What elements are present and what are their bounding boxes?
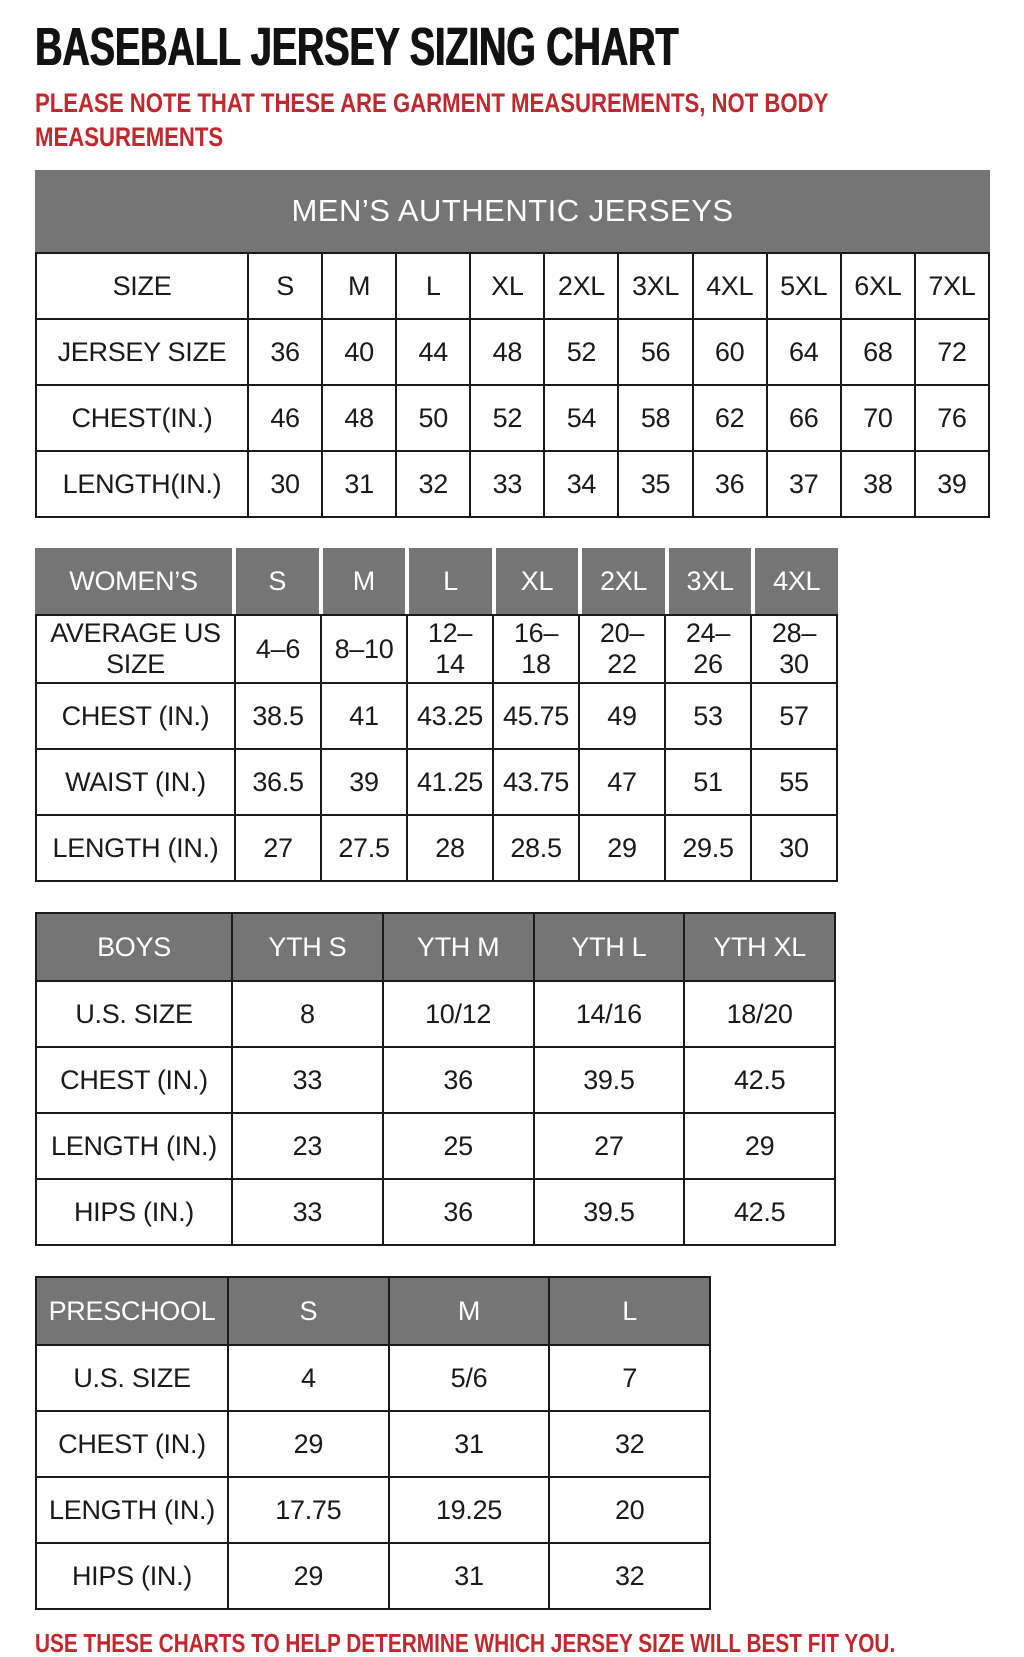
value-cell: 6XL: [840, 254, 914, 318]
header-size-cell: 4XL: [751, 548, 838, 614]
table-row: [37, 682, 836, 748]
value-cell: 28: [406, 816, 492, 880]
value-cell: 68: [840, 320, 914, 384]
preschool-table-header: [35, 1276, 711, 1344]
header-size-cell: 3XL: [665, 548, 752, 614]
row-label-cell: LENGTH (IN.): [52, 832, 219, 863]
value-cell: 5XL: [766, 254, 840, 318]
value-cell: 39: [914, 452, 988, 516]
table-row: [37, 254, 988, 318]
row-label-cell: LENGTH (IN.): [51, 1130, 217, 1161]
value-cell: 53: [664, 684, 750, 748]
value-cell: 12–14: [406, 616, 492, 682]
value-cell: 27: [234, 816, 320, 880]
value-cell: 56: [617, 320, 691, 384]
value-cell: 38.5: [234, 684, 320, 748]
row-label-cell: CHEST (IN.): [61, 700, 210, 731]
row-label-cell: SIZE: [112, 270, 172, 301]
header-size-cell: L: [548, 1278, 709, 1344]
mens-table-title: MEN’S AUTHENTIC JERSEYS: [35, 170, 990, 252]
value-cell: 52: [469, 386, 543, 450]
header-size-cell: S: [232, 548, 319, 614]
table-row: [37, 384, 988, 450]
header-size-cell: M: [319, 548, 406, 614]
value-cell: 58: [617, 386, 691, 450]
value-cell: 31: [388, 1544, 549, 1608]
value-cell: 17.75: [227, 1478, 388, 1542]
value-cell: 42.5: [683, 1048, 834, 1112]
table-row: [37, 1112, 834, 1178]
row-label-cell: CHEST(IN.): [71, 402, 213, 433]
table-row: [37, 1410, 709, 1476]
value-cell: 27.5: [320, 816, 406, 880]
value-cell: 29: [578, 816, 664, 880]
value-cell: 20–22: [578, 616, 664, 682]
table-row: [37, 1178, 834, 1244]
value-cell: 70: [840, 386, 914, 450]
value-cell: XL: [469, 254, 543, 318]
value-cell: 57: [750, 684, 836, 748]
value-cell: 43.75: [492, 750, 578, 814]
table-title-cell: PRESCHOOL: [37, 1278, 227, 1344]
value-cell: 60: [692, 320, 766, 384]
value-cell: 29: [227, 1544, 388, 1608]
value-cell: 66: [766, 386, 840, 450]
row-label-cell: HIPS (IN.): [71, 1560, 192, 1591]
value-cell: 39: [320, 750, 406, 814]
table-row: [37, 450, 988, 516]
value-cell: 40: [321, 320, 395, 384]
value-cell: 62: [692, 386, 766, 450]
value-cell: 48: [321, 386, 395, 450]
header-size-cell: 2XL: [578, 548, 665, 614]
value-cell: 33: [231, 1048, 382, 1112]
value-cell: 5/6: [388, 1346, 549, 1410]
value-cell: 18/20: [683, 982, 834, 1046]
table-title-cell: WOMEN’S: [35, 548, 232, 614]
value-cell: 30: [247, 452, 321, 516]
value-cell: 64: [766, 320, 840, 384]
value-cell: 27: [533, 1114, 684, 1178]
garment-measurements-note: [35, 86, 1024, 154]
value-cell: 32: [548, 1544, 709, 1608]
table-row: [37, 616, 836, 682]
footer-note-text: USE THESE CHARTS TO HELP DETERMINE WHICH JERSEY SIZE WILL BEST FIT YOU.: [35, 1628, 896, 1657]
value-cell: 10/12: [382, 982, 533, 1046]
value-cell: 23: [231, 1114, 382, 1178]
header-size-cell: YTH S: [231, 914, 382, 980]
boys-table-header: [35, 912, 836, 980]
value-cell: 54: [543, 386, 617, 450]
value-cell: 20: [548, 1478, 709, 1542]
value-cell: 72: [914, 320, 988, 384]
table-row: [37, 1046, 834, 1112]
row-label-cell: LENGTH (IN.): [49, 1494, 215, 1525]
value-cell: 36: [382, 1180, 533, 1244]
value-cell: 4XL: [692, 254, 766, 318]
value-cell: 30: [750, 816, 836, 880]
value-cell: 39.5: [533, 1048, 684, 1112]
value-cell: 49: [578, 684, 664, 748]
row-label-cell: U.S. SIZE: [75, 998, 193, 1029]
value-cell: M: [321, 254, 395, 318]
value-cell: 37: [766, 452, 840, 516]
header-size-cell: YTH L: [533, 914, 684, 980]
value-cell: 25: [382, 1114, 533, 1178]
value-cell: 28–30: [750, 616, 836, 682]
value-cell: 4: [227, 1346, 388, 1410]
value-cell: 2XL: [543, 254, 617, 318]
value-cell: 39.5: [533, 1180, 684, 1244]
value-cell: 32: [395, 452, 469, 516]
value-cell: 33: [469, 452, 543, 516]
table-row: [37, 1346, 709, 1410]
value-cell: 76: [914, 386, 988, 450]
value-cell: 24–26: [664, 616, 750, 682]
value-cell: 29.5: [664, 816, 750, 880]
value-cell: 36: [692, 452, 766, 516]
value-cell: 31: [388, 1412, 549, 1476]
value-cell: 48: [469, 320, 543, 384]
value-cell: 4–6: [234, 616, 320, 682]
table-row: [37, 814, 836, 880]
value-cell: 34: [543, 452, 617, 516]
header-size-cell: XL: [492, 548, 579, 614]
value-cell: 47: [578, 750, 664, 814]
value-cell: 38: [840, 452, 914, 516]
table-title-cell: BOYS: [37, 914, 231, 980]
header-size-cell: YTH M: [382, 914, 533, 980]
row-label-cell: HIPS (IN.): [73, 1196, 194, 1227]
value-cell: 41: [320, 684, 406, 748]
row-label-cell: WAIST (IN.): [65, 766, 206, 797]
garment-measurements-note-text: PLEASE NOTE THAT THESE ARE GARMENT MEASUREMENTS, NOT BODY MEASUREMENTS: [35, 88, 828, 153]
value-cell: 29: [227, 1412, 388, 1476]
value-cell: 31: [321, 452, 395, 516]
value-cell: 42.5: [683, 1180, 834, 1244]
row-label-cell: CHEST (IN.): [60, 1064, 208, 1095]
boys-table-body: [35, 980, 836, 1246]
value-cell: 36: [247, 320, 321, 384]
boys-table: [35, 912, 836, 1246]
page-title: [35, 17, 1024, 77]
table-row: [37, 318, 988, 384]
womens-table: [35, 548, 838, 882]
value-cell: 33: [231, 1180, 382, 1244]
value-cell: 51: [664, 750, 750, 814]
value-cell: 7XL: [914, 254, 988, 318]
mens-table: [35, 170, 990, 518]
value-cell: 32: [548, 1412, 709, 1476]
row-label-cell: AVERAGE US SIZE: [50, 618, 221, 680]
value-cell: 36.5: [234, 750, 320, 814]
row-label-cell: U.S. SIZE: [73, 1362, 191, 1393]
value-cell: 16–18: [492, 616, 578, 682]
womens-table-body: [35, 614, 838, 882]
table-row: [37, 1476, 709, 1542]
header-size-cell: S: [227, 1278, 388, 1344]
value-cell: S: [247, 254, 321, 318]
value-cell: 50: [395, 386, 469, 450]
page-title-text: BASEBALL JERSEY SIZING CHART: [35, 17, 679, 77]
value-cell: 28.5: [492, 816, 578, 880]
value-cell: 45.75: [492, 684, 578, 748]
value-cell: 14/16: [533, 982, 684, 1046]
row-label-cell: JERSEY SIZE: [57, 336, 227, 367]
footer-note: [35, 1628, 1024, 1657]
value-cell: 3XL: [617, 254, 691, 318]
table-row: [37, 982, 834, 1046]
value-cell: 8: [231, 982, 382, 1046]
value-cell: L: [395, 254, 469, 318]
value-cell: 46: [247, 386, 321, 450]
table-row: [37, 1542, 709, 1608]
womens-table-header: [35, 548, 838, 614]
value-cell: 29: [683, 1114, 834, 1178]
value-cell: 35: [617, 452, 691, 516]
mens-table-body: [35, 252, 990, 518]
preschool-table-body: [35, 1344, 711, 1610]
header-size-cell: M: [388, 1278, 549, 1344]
value-cell: 41.25: [406, 750, 492, 814]
preschool-table: [35, 1276, 711, 1610]
row-label-cell: CHEST (IN.): [58, 1428, 206, 1459]
value-cell: 36: [382, 1048, 533, 1112]
header-size-cell: L: [405, 548, 492, 614]
value-cell: 44: [395, 320, 469, 384]
value-cell: 19.25: [388, 1478, 549, 1542]
header-size-cell: YTH XL: [683, 914, 834, 980]
value-cell: 7: [548, 1346, 709, 1410]
value-cell: 52: [543, 320, 617, 384]
value-cell: 43.25: [406, 684, 492, 748]
row-label-cell: LENGTH(IN.): [62, 468, 222, 499]
sizing-chart-page: [0, 17, 1024, 1657]
value-cell: 55: [750, 750, 836, 814]
table-row: [37, 748, 836, 814]
value-cell: 8–10: [320, 616, 406, 682]
